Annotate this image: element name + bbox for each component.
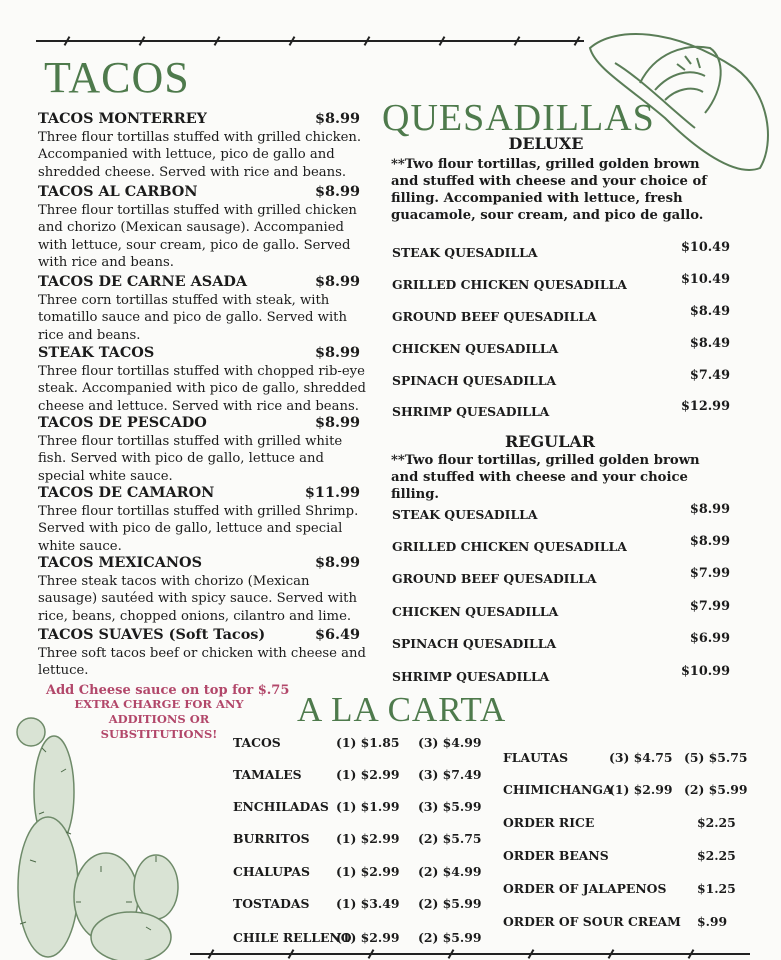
carta-price-1: (1) $2.99 xyxy=(336,831,400,846)
carta-row xyxy=(0,881,781,899)
deluxe-description: **Two flour tortillas, grilled golden brown and stuffed with cheese and your choice of filling. Accompanied with lettuce, fresh guacamole, sour cream, and pico de gallo. xyxy=(391,157,707,223)
taco-name: STEAK TACOS xyxy=(38,344,155,361)
taco-price: $8.99 xyxy=(314,110,360,127)
taco-item xyxy=(38,344,370,415)
a-la-carta-title: A LA CARTA xyxy=(297,690,507,729)
quesadilla-row xyxy=(392,504,732,523)
carta-price-1: (1) $1.85 xyxy=(336,735,400,750)
carta-price-1: (1) $2.99 xyxy=(336,930,400,945)
quesadilla-row xyxy=(392,601,732,620)
taco-price: $6.49 xyxy=(314,626,360,643)
carta-item-name: ORDER OF JALAPENOS xyxy=(503,881,667,896)
barbed-wire-top xyxy=(36,40,584,42)
quesadilla-name: GROUND BEEF QUESADILLA xyxy=(392,309,597,324)
carta-row xyxy=(0,782,781,800)
carta-row xyxy=(0,831,781,849)
quesadilla-price: $8.49 xyxy=(689,336,730,351)
quesadilla-price: $12.99 xyxy=(681,399,730,414)
quesadilla-price: $6.99 xyxy=(689,631,730,646)
carta-price-2: (2) $5.99 xyxy=(684,782,748,797)
quesadilla-row xyxy=(392,536,732,555)
extra-charge-note: EXTRA CHARGE FOR ANY ADDITIONS OR SUBSTITUTIONS! xyxy=(74,697,244,741)
carta-price-2: (5) $5.75 xyxy=(684,750,748,765)
carta-price-1: (1) $2.99 xyxy=(609,782,673,797)
carta-price-1: (3) $4.75 xyxy=(609,750,673,765)
quesadilla-row xyxy=(392,338,732,357)
carta-price-2: $2.25 xyxy=(697,848,736,863)
barbed-wire-bottom xyxy=(190,953,750,955)
quesadilla-name: SPINACH QUESADILLA xyxy=(392,636,557,651)
carta-item-name: ORDER OF SOUR CREAM xyxy=(503,914,681,929)
quesadilla-price: $10.49 xyxy=(681,272,730,287)
carta-item-name: CHALUPAS xyxy=(233,864,310,879)
carta-price-2: $1.25 xyxy=(697,881,736,896)
taco-description: Three flour tortillas stuffed with grilled Shrimp. Served with pico de gallo, lettuce and special white sauce. xyxy=(38,504,359,554)
carta-item-name: CHIMICHANGA xyxy=(503,782,613,797)
quesadilla-row xyxy=(392,274,732,293)
taco-description: Three flour tortillas stuffed with grilled chicken and chorizo (Mexican sausage). Accompanied with lettuce, sour cream, pico de gallo. Served with rice and beans. xyxy=(38,203,357,271)
carta-price-2: (3) $4.99 xyxy=(418,735,482,750)
quesadilla-price: $10.49 xyxy=(681,240,730,255)
carta-price-1: (1) $2.99 xyxy=(336,864,400,879)
taco-name: TACOS DE CARNE ASADA xyxy=(38,273,248,290)
quesadillas-title: QUESADILLAS xyxy=(382,97,655,139)
taco-item xyxy=(38,183,370,272)
carta-item-name: FLAUTAS xyxy=(503,750,569,765)
taco-description: Three flour tortillas stuffed with grilled white fish. Served with pico de gallo, lettuce and special white sauce. xyxy=(38,434,343,484)
carta-item-name: ORDER BEANS xyxy=(503,848,609,863)
regular-description: **Two flour tortillas, grilled golden brown and stuffed with cheese and your choice filling. xyxy=(391,453,700,502)
carta-price-2: (2) $4.99 xyxy=(418,864,482,879)
quesadilla-price: $7.49 xyxy=(689,368,730,383)
taco-description: Three corn tortillas stuffed with steak, with tomatillo sauce and pico de gallo. Served with rice and beans. xyxy=(38,293,347,343)
carta-row xyxy=(0,848,781,866)
quesadilla-price: $7.99 xyxy=(689,599,730,614)
carta-price-2: $.99 xyxy=(697,914,728,929)
quesadilla-price: $7.99 xyxy=(689,566,730,581)
taco-name: TACOS MONTERREY xyxy=(38,110,207,127)
carta-item-name: TAMALES xyxy=(233,767,302,782)
quesadilla-price: $8.49 xyxy=(689,304,730,319)
carta-item-name: BURRITOS xyxy=(233,831,310,846)
quesadilla-row xyxy=(392,666,732,685)
quesadilla-row xyxy=(392,370,732,389)
taco-item xyxy=(38,414,370,485)
carta-price-2: (2) $5.99 xyxy=(418,896,482,911)
quesadilla-name: SHRIMP QUESADILLA xyxy=(392,404,550,419)
quesadilla-row xyxy=(392,242,732,261)
deluxe-heading: DELUXE xyxy=(508,134,584,153)
quesadilla-name: GROUND BEEF QUESADILLA xyxy=(392,571,597,586)
carta-price-1: (1) $2.99 xyxy=(336,767,400,782)
quesadilla-row xyxy=(392,568,732,587)
carta-row xyxy=(0,815,781,833)
taco-item xyxy=(38,273,370,344)
quesadilla-name: GRILLED CHICKEN QUESADILLA xyxy=(392,539,627,554)
taco-name: TACOS DE PESCADO xyxy=(38,414,207,431)
quesadilla-name: CHICKEN QUESADILLA xyxy=(392,341,559,356)
quesadilla-price: $8.99 xyxy=(689,534,730,549)
taco-name: TACOS AL CARBON xyxy=(38,183,198,200)
carta-price-1: (1) $3.49 xyxy=(336,896,400,911)
taco-name: TACOS DE CAMARON xyxy=(38,484,215,501)
taco-item xyxy=(38,626,370,680)
quesadilla-price: $10.99 xyxy=(681,664,730,679)
carta-price-1: (1) $1.99 xyxy=(336,799,400,814)
taco-name: TACOS SUAVES (Soft Tacos) xyxy=(38,626,266,643)
carta-row xyxy=(0,750,781,768)
quesadilla-name: SPINACH QUESADILLA xyxy=(392,373,557,388)
taco-description: Three flour tortillas stuffed with grilled chicken. Accompanied with lettuce, pico de gallo and shredded cheese. Served with rice and beans. xyxy=(38,130,362,180)
carta-row xyxy=(0,864,781,882)
taco-price: $8.99 xyxy=(314,273,360,290)
taco-description: Three steak tacos with chorizo (Mexican sausage) sautéed with spicy sauce. Served with rice, beans, chopped onions, cilantro and lime. xyxy=(38,574,357,624)
taco-price: $8.99 xyxy=(314,344,360,361)
carta-item-name: TACOS xyxy=(233,735,281,750)
quesadilla-name: SHRIMP QUESADILLA xyxy=(392,669,550,684)
taco-price: $8.99 xyxy=(314,414,360,431)
quesadilla-name: STEAK QUESADILLA xyxy=(392,245,538,260)
carta-item-name: ENCHILADAS xyxy=(233,799,329,814)
carta-item-name: CHILE RELLENO xyxy=(233,930,352,945)
carta-price-2: (2) $5.75 xyxy=(418,831,482,846)
taco-price: $8.99 xyxy=(314,554,360,571)
taco-price: $11.99 xyxy=(304,484,360,501)
carta-row xyxy=(0,914,781,932)
taco-item xyxy=(38,110,370,181)
carta-price-2: $2.25 xyxy=(697,815,736,830)
quesadilla-row xyxy=(392,633,732,652)
carta-item-name: TOSTADAS xyxy=(233,896,310,911)
taco-name: TACOS MEXICANOS xyxy=(38,554,202,571)
taco-description: Three soft tacos beef or chicken with cheese and lettuce. xyxy=(38,646,366,679)
carta-price-2: (3) $5.99 xyxy=(418,799,482,814)
quesadilla-row xyxy=(392,306,732,325)
quesadilla-name: GRILLED CHICKEN QUESADILLA xyxy=(392,277,627,292)
quesadilla-name: STEAK QUESADILLA xyxy=(392,507,538,522)
tacos-title: TACOS xyxy=(44,53,190,102)
carta-price-2: (2) $5.99 xyxy=(418,930,482,945)
cheese-sauce-note: Add Cheese sauce on top for $.75 xyxy=(46,683,290,698)
carta-row xyxy=(0,930,781,948)
taco-price: $8.99 xyxy=(314,183,360,200)
taco-item xyxy=(38,484,370,555)
taco-item xyxy=(38,554,370,625)
quesadilla-name: CHICKEN QUESADILLA xyxy=(392,604,559,619)
quesadilla-row xyxy=(392,401,732,420)
regular-heading: REGULAR xyxy=(504,432,596,451)
carta-price-2: (3) $7.49 xyxy=(418,767,482,782)
carta-item-name: ORDER RICE xyxy=(503,815,595,830)
taco-description: Three flour tortillas stuffed with chopped rib-eye steak. Accompanied with pico de gallo, shredded cheese and lettuce. Served with rice and beans. xyxy=(38,364,366,414)
quesadilla-price: $8.99 xyxy=(689,502,730,517)
